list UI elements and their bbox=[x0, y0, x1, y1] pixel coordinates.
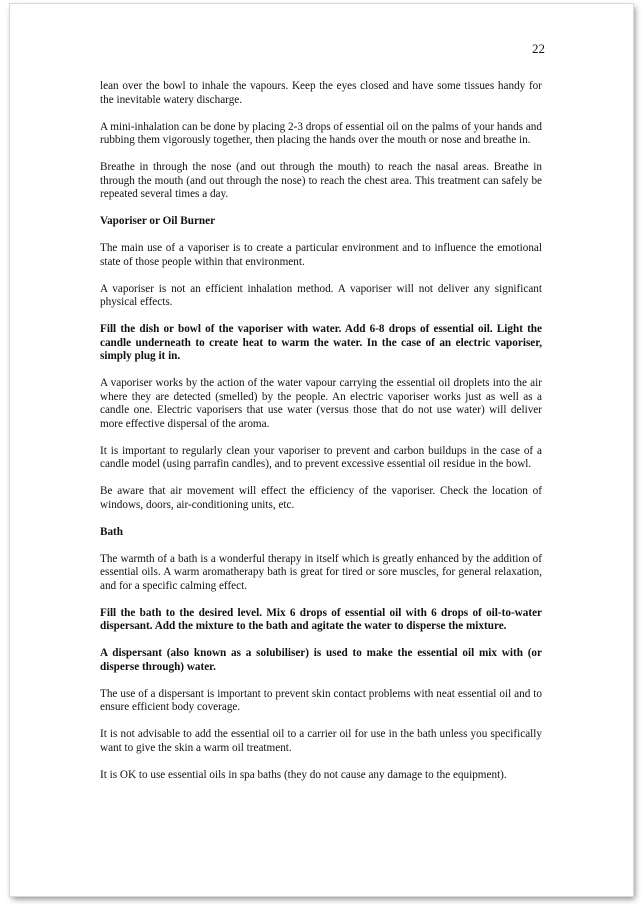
paragraph-spa-baths: It is OK to use essential oils in spa baths (they do not cause any damage to the equipment). bbox=[100, 768, 507, 781]
paragraph-carrier-oil: It is not advisable to add the essential oil to a carrier oil for use in the bath unless you specifically want to give the skin a warm oil treatment. bbox=[100, 728, 542, 754]
paragraph-air-movement: Be aware that air movement will effect the efficiency of the vaporiser. Check the location of windows, doors, air-conditioning units, etc. bbox=[100, 485, 542, 511]
instruction-vaporiser: Fill the dish or bowl of the vaporiser with water. Add 6-8 drops of essential oil. Light the candle underneath to create heat to warm the water. In the case of an electric vaporiser, simply plug it in. bbox=[100, 323, 542, 362]
paragraph-vaporiser-not-efficient: A vaporiser is not an efficient inhalation method. A vaporiser will not deliver any significant physical effects. bbox=[100, 282, 542, 308]
paragraph-vaporiser-main-use: The main use of a vaporiser is to create a particular environment and to influence the emotional state of those people within that environment. bbox=[100, 242, 542, 268]
paragraph-dispersant-importance: The use of a dispersant is important to prevent skin contact problems with neat essential oil and to ensure efficient body coverage. bbox=[100, 687, 542, 713]
paragraph-bath-warmth: The warmth of a bath is a wonderful therapy in itself which is greatly enhanced by the addition of essential oils. A warm aromatherapy bath is great for tired or sore muscles, for general relaxation, and for a specific calming effect. bbox=[100, 552, 542, 592]
paragraph-vaporiser-cleaning: It is important to regularly clean your vaporiser to prevent and carbon buildups in the case of a candle model (using parrafin candles), and to prevent excessive essential oil residue in the bowl. bbox=[100, 444, 542, 470]
page-content bbox=[100, 80, 542, 796]
page-number: 22 bbox=[532, 41, 545, 56]
instruction-bath: Fill the bath to the desired level. Mix 6 drops of essential oil with 6 drops of oil-to-water dispersant. Add the mixture to the bath and agitate the water to disperse the mixture. bbox=[100, 606, 542, 632]
note-dispersant: A dispersant (also known as a solubiliser) is used to make the essential oil mix with (or disperse through) water. bbox=[100, 647, 542, 673]
section-heading-bath: Bath bbox=[100, 525, 124, 538]
paragraph-inhale-vapours: lean over the bowl to inhale the vapours. Keep the eyes closed and have some tissues handy for the inevitable watery discharge. bbox=[100, 80, 542, 106]
section-heading-vaporiser: Vaporiser or Oil Burner bbox=[100, 215, 216, 227]
paragraph-mini-inhalation: A mini-inhalation can be done by placing 2-3 drops of essential oil on the palms of your hands and rubbing them vigorously together, then placing the hands over the mouth or nose and breathe in. bbox=[100, 120, 542, 146]
document-page bbox=[10, 4, 633, 896]
paragraph-vaporiser-works: A vaporiser works by the action of the water vapour carrying the essential oil droplets into the air where they are detected (smelled) by the people. An electric vaporiser works just as well as a candle one. Electric vaporisers that use water (versus those that do not use water) will deliver more effective dispersal of the aroma. bbox=[100, 377, 542, 430]
paragraph-breathe-in: Breathe in through the nose (and out through the mouth) to reach the nasal areas. Breathe in through the mouth (and out through the nose) to reach the chest area. This treatment can safely be repeated several times a day. bbox=[100, 161, 542, 200]
